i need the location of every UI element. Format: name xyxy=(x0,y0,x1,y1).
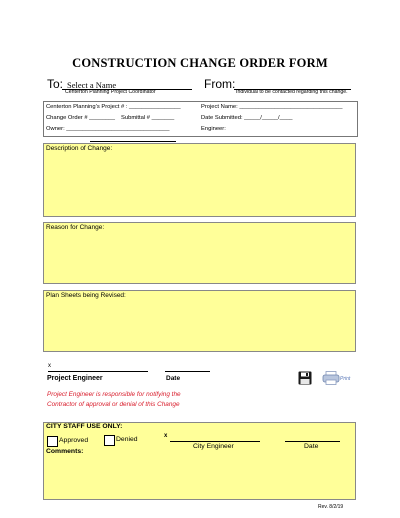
city-date-line[interactable] xyxy=(285,441,340,442)
comments-label: Comments: xyxy=(46,448,84,455)
plan-sheets-textarea[interactable] xyxy=(43,290,356,352)
from-label: From: xyxy=(204,77,236,91)
date-submitted-field[interactable]: Date Submitted: _____/_____/____ xyxy=(201,115,293,121)
reason-label: Reason for Change: xyxy=(46,224,105,231)
denied-checkbox[interactable] xyxy=(104,435,115,446)
denied-label: Denied xyxy=(116,436,138,443)
engineer-field[interactable]: Engineer: xyxy=(201,126,226,132)
comments-textarea[interactable] xyxy=(46,458,352,496)
save-icon[interactable] xyxy=(298,371,312,385)
description-textarea[interactable] xyxy=(43,143,356,217)
change-order-number-field[interactable]: Change Order # ________ xyxy=(46,115,115,121)
city-date-label: Date xyxy=(304,443,319,450)
project-engineer-signature-line[interactable] xyxy=(48,371,148,372)
planning-project-number-field[interactable]: Centerton Planning’s Project # : ________________ xyxy=(46,104,181,110)
submittal-number-field[interactable]: Submittal # _______ xyxy=(121,115,175,121)
note-line-1: Project Engineer is responsible for notifying the xyxy=(47,391,181,398)
print-label[interactable]: Print xyxy=(340,376,351,382)
printer-icon[interactable] xyxy=(322,371,340,385)
owner-field[interactable]: Owner: ________________________________ xyxy=(46,126,170,132)
approved-checkbox[interactable] xyxy=(47,436,58,447)
city-engineer-label: City Engineer xyxy=(193,443,234,450)
project-name-field[interactable]: Project Name: ________________________________ xyxy=(201,104,343,110)
description-label: Description of Change: xyxy=(46,145,113,152)
to-name-select[interactable]: Select a Name xyxy=(67,80,117,90)
project-engineer-label: Project Engineer xyxy=(47,375,103,382)
project-engineer-date-line[interactable] xyxy=(165,371,210,372)
from-caption: Individual to be contacted regarding this change. xyxy=(236,89,348,95)
signature-x-mark: x xyxy=(48,363,51,369)
city-signature-x-mark: x xyxy=(164,433,168,439)
city-staff-header: CITY STAFF USE ONLY: xyxy=(46,423,123,430)
note-line-2: Contractor of approval or denial of this Change xyxy=(47,400,180,408)
approved-label: Approved xyxy=(59,437,89,444)
plan-sheets-label: Plan Sheets being Revised: xyxy=(46,292,126,299)
date-label: Date xyxy=(166,375,181,382)
to-caption: Centerton Planning Project Coordinator xyxy=(65,89,156,95)
owner-underline xyxy=(90,141,176,142)
to-label: To: xyxy=(47,77,64,91)
city-engineer-signature-line[interactable] xyxy=(170,441,260,442)
form-title: CONSTRUCTION CHANGE ORDER FORM xyxy=(72,56,328,70)
reason-textarea[interactable] xyxy=(43,222,356,284)
engineer-responsibility-note xyxy=(47,390,181,409)
revision-date: Rev. 8/2/19 xyxy=(318,504,344,510)
